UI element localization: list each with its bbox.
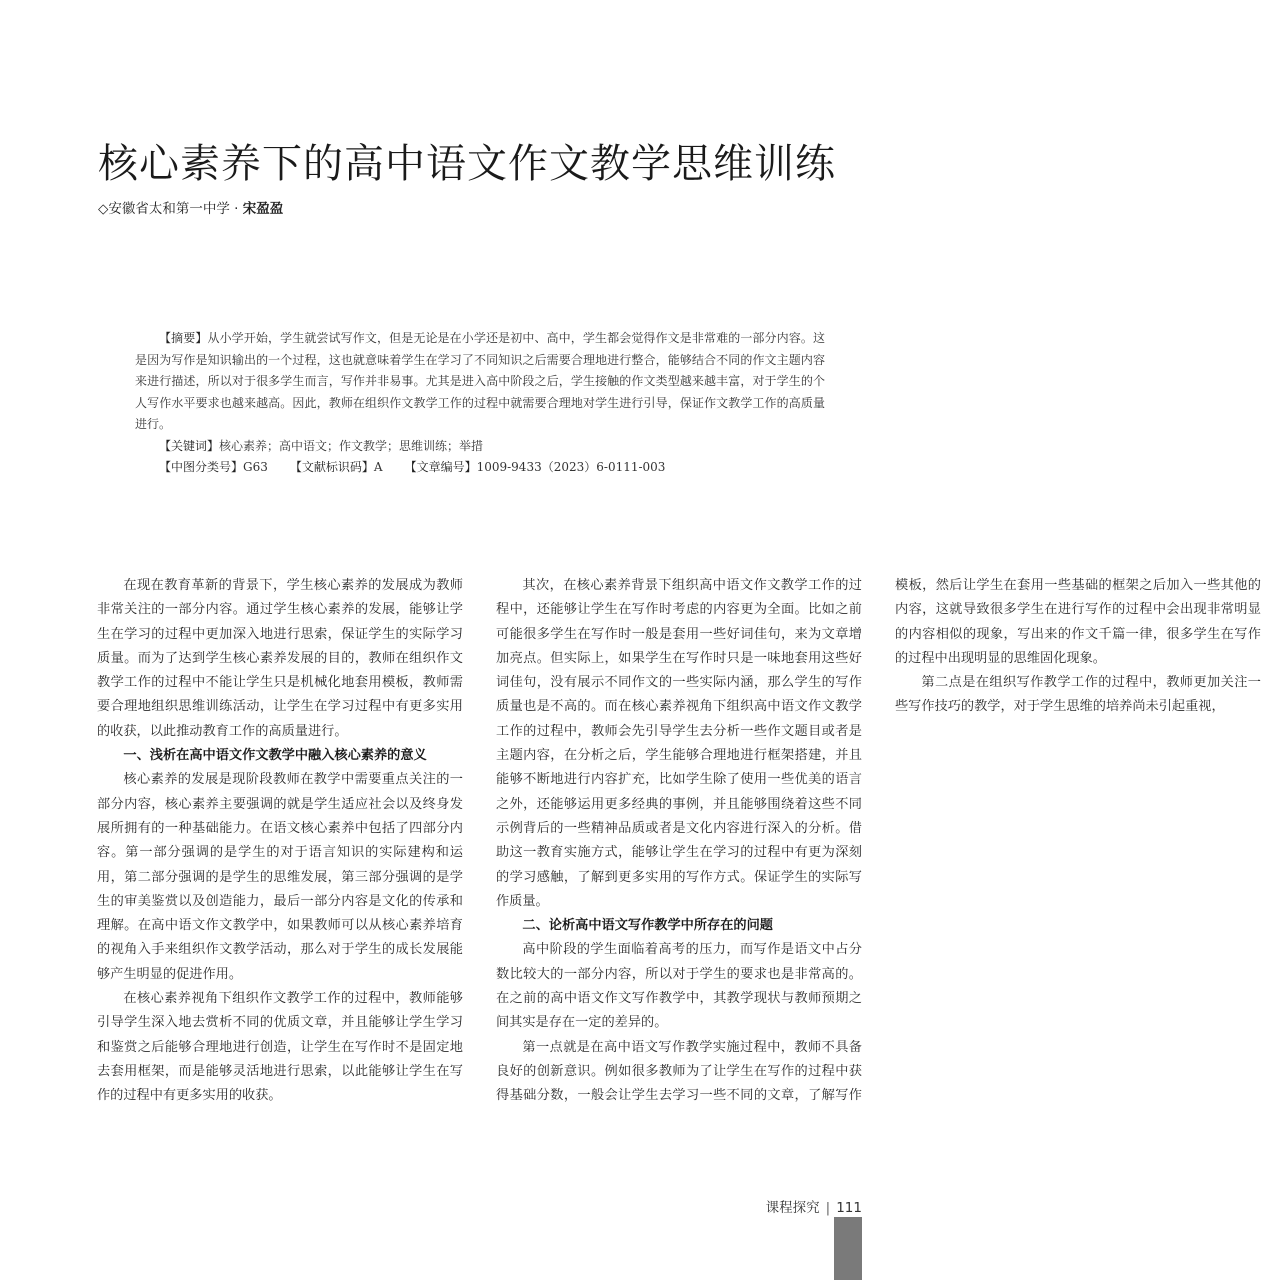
- classification-line: [135, 457, 825, 479]
- abstract-block: [135, 328, 825, 479]
- body-paragraph: 其次，在核心素养背景下组织高中语文作文教学工作的过程中，还能够让学生在写作时考虑的内容更为全面。比如之前可能很多学生在写作时一般是套用一些好词佳句，来为文章增加亮点。但实际上，如果学生在写作时只是一味地套用这些好词佳句，没有展示不同作文的一些实际内涵，那么学生的写作质量也是不高的。而在核心素养视角下组织高中语文作文教学工作的过程中，教师会先引导学生去分析一些作文题目或者是主题内容，在分析之后，学生能够合理地进行框架搭建，并且能够不断地进行内容扩充，比如学生除了使用一些优美的语言之外，还能够运用更多经典的事例，并且能够围绕着这些不同示例背后的一些精神品质或者是文化内容进行深入的分析。借助这一教育实施方式，能够让学生在学习的过程中有更为深刻的学习感触，了解到更多实用的写作方式。保证学生的实际写作质量。: [496, 578, 862, 909]
- author-name: 宋盈盈: [242, 201, 284, 217]
- keywords-line: [135, 436, 825, 458]
- doc-code-item: [290, 460, 383, 474]
- page-edge-tab: [834, 1217, 862, 1280]
- body-paragraph: 第一点就是在高中语文写作教学实施过程中，教师不具备良好的创新意识。例如很多教师为了让学生在写作的过程中获得基础分数，一般会让学生去学习一些不同的文章，了解写作模板，然后让学生在套用一些基础的框架之后加入一些其他的内容，这就导致很多学生在进行写作的过程中会出现非常明显的内容相似的现象，写出来的作文千篇一律，很多学生在写作的过程中出现明显的思维固化现象。: [496, 578, 1261, 1104]
- section-heading: 一、浅析在高中语文作文教学中融入核心素养的意义: [123, 748, 427, 764]
- footer-section: 课程探究: [765, 1200, 820, 1216]
- article-body: [97, 574, 1261, 1114]
- body-paragraph: 核心素养的发展是现阶段教师在教学中需要重点关注的一部分内容，核心素养主要强调的就是学生适应社会以及终身发展所拥有的一种基础能力。在语文核心素养中包括了四部分内容。第一部分强调的是学生的对于语言知识的实际建构和运用，第二部分强调的是学生的思维发展，第三部分强调的是学生的审美鉴赏以及创造能力，最后一部分内容是文化的传承和理解。在高中语文作文教学中，如果教师可以从核心素养培育的视角入手来组织作文教学活动，那么对于学生的成长发展能够产生明显的促进作用。: [97, 772, 463, 982]
- article-number-label: 【文章编号】: [404, 460, 477, 474]
- keywords-label: 【关键词】: [159, 438, 220, 453]
- section-heading: 二、论析高中语文写作教学中所存在的问题: [522, 918, 773, 934]
- author-line: [98, 197, 283, 217]
- body-paragraph: 第二点是在组织写作教学工作的过程中，教师更加关注一些写作技巧的教学，对于学生思维的培养尚未引起重视，: [895, 675, 1261, 715]
- abstract-paragraph: [135, 328, 825, 436]
- clc-item: [159, 460, 268, 474]
- article-title: 核心素养下的高中语文作文教学思维训练: [98, 141, 836, 187]
- article-number-item: [405, 460, 666, 474]
- footer-divider: |: [825, 1200, 831, 1216]
- body-paragraph: 在现在教育革新的背景下，学生核心素养的发展成为教师非常关注的一部分内容。通过学生核心素养的发展，能够让学生在学习的过程中更加深入地进行思索，保证学生的实际学习质量。而为了达到学生核心素养发展的目的，教师在组织作文教学工作的过程中不能让学生只是机械化地套用模板，教师需要合理地组织思维训练活动，让学生在学习过程中有更多实用的收获，以此推动教育工作的高质量进行。: [97, 578, 463, 739]
- author-affiliation: ◇安徽省太和第一中学 ·: [98, 201, 243, 217]
- keywords-text: 核心素养；高中语文；作文教学；思维训练；举措: [219, 438, 484, 453]
- page-number: 111: [836, 1200, 862, 1216]
- body-paragraph: 高中阶段的学生面临着高考的压力，而写作是语文中占分数比较大的一部分内容，所以对于学生的要求也是非常高的。在之前的高中语文作文写作教学中，其教学现状与教师预期之间其实是存在一定的差异的。: [496, 942, 862, 1031]
- doc-code-label: 【文献标识码】: [289, 460, 374, 474]
- clc-value: G63: [243, 460, 268, 474]
- page-footer: [766, 1196, 862, 1216]
- clc-label: 【中图分类号】: [159, 460, 244, 474]
- article-number-value: 1009-9433（2023）6-0111-003: [476, 460, 666, 474]
- abstract-text: 从小学开始，学生就尝试写作文，但是无论是在小学还是初中、高中，学生都会觉得作文是非常难的一部分内容。这是因为写作是知识输出的一个过程，这也就意味着学生在学习了不同知识之后需要合理地进行整合，能够结合不同的作文主题内容来进行描述，所以对于很多学生而言，写作并非易事。尤其是进入高中阶段之后，学生接触的作文类型越来越丰富，对于学生的个人写作水平要求也越来越高。因此，教师在组织作文教学工作的过程中就需要合理地对学生进行引导，保证作文教学工作的高质量进行。: [135, 331, 825, 431]
- doc-code-value: A: [373, 460, 383, 474]
- body-paragraph: 在核心素养视角下组织作文教学工作的过程中，教师能够引导学生深入地去赏析不同的优质文章，并且能够让学生学习和鉴赏之后能够合理地进行创造，让学生在写作时不是固定地去套用框架，而是能够灵活地进行思索，以此能够让学生在写作的过程中有更多实用的收获。: [97, 991, 463, 1104]
- abstract-label: 【摘要】: [159, 331, 208, 345]
